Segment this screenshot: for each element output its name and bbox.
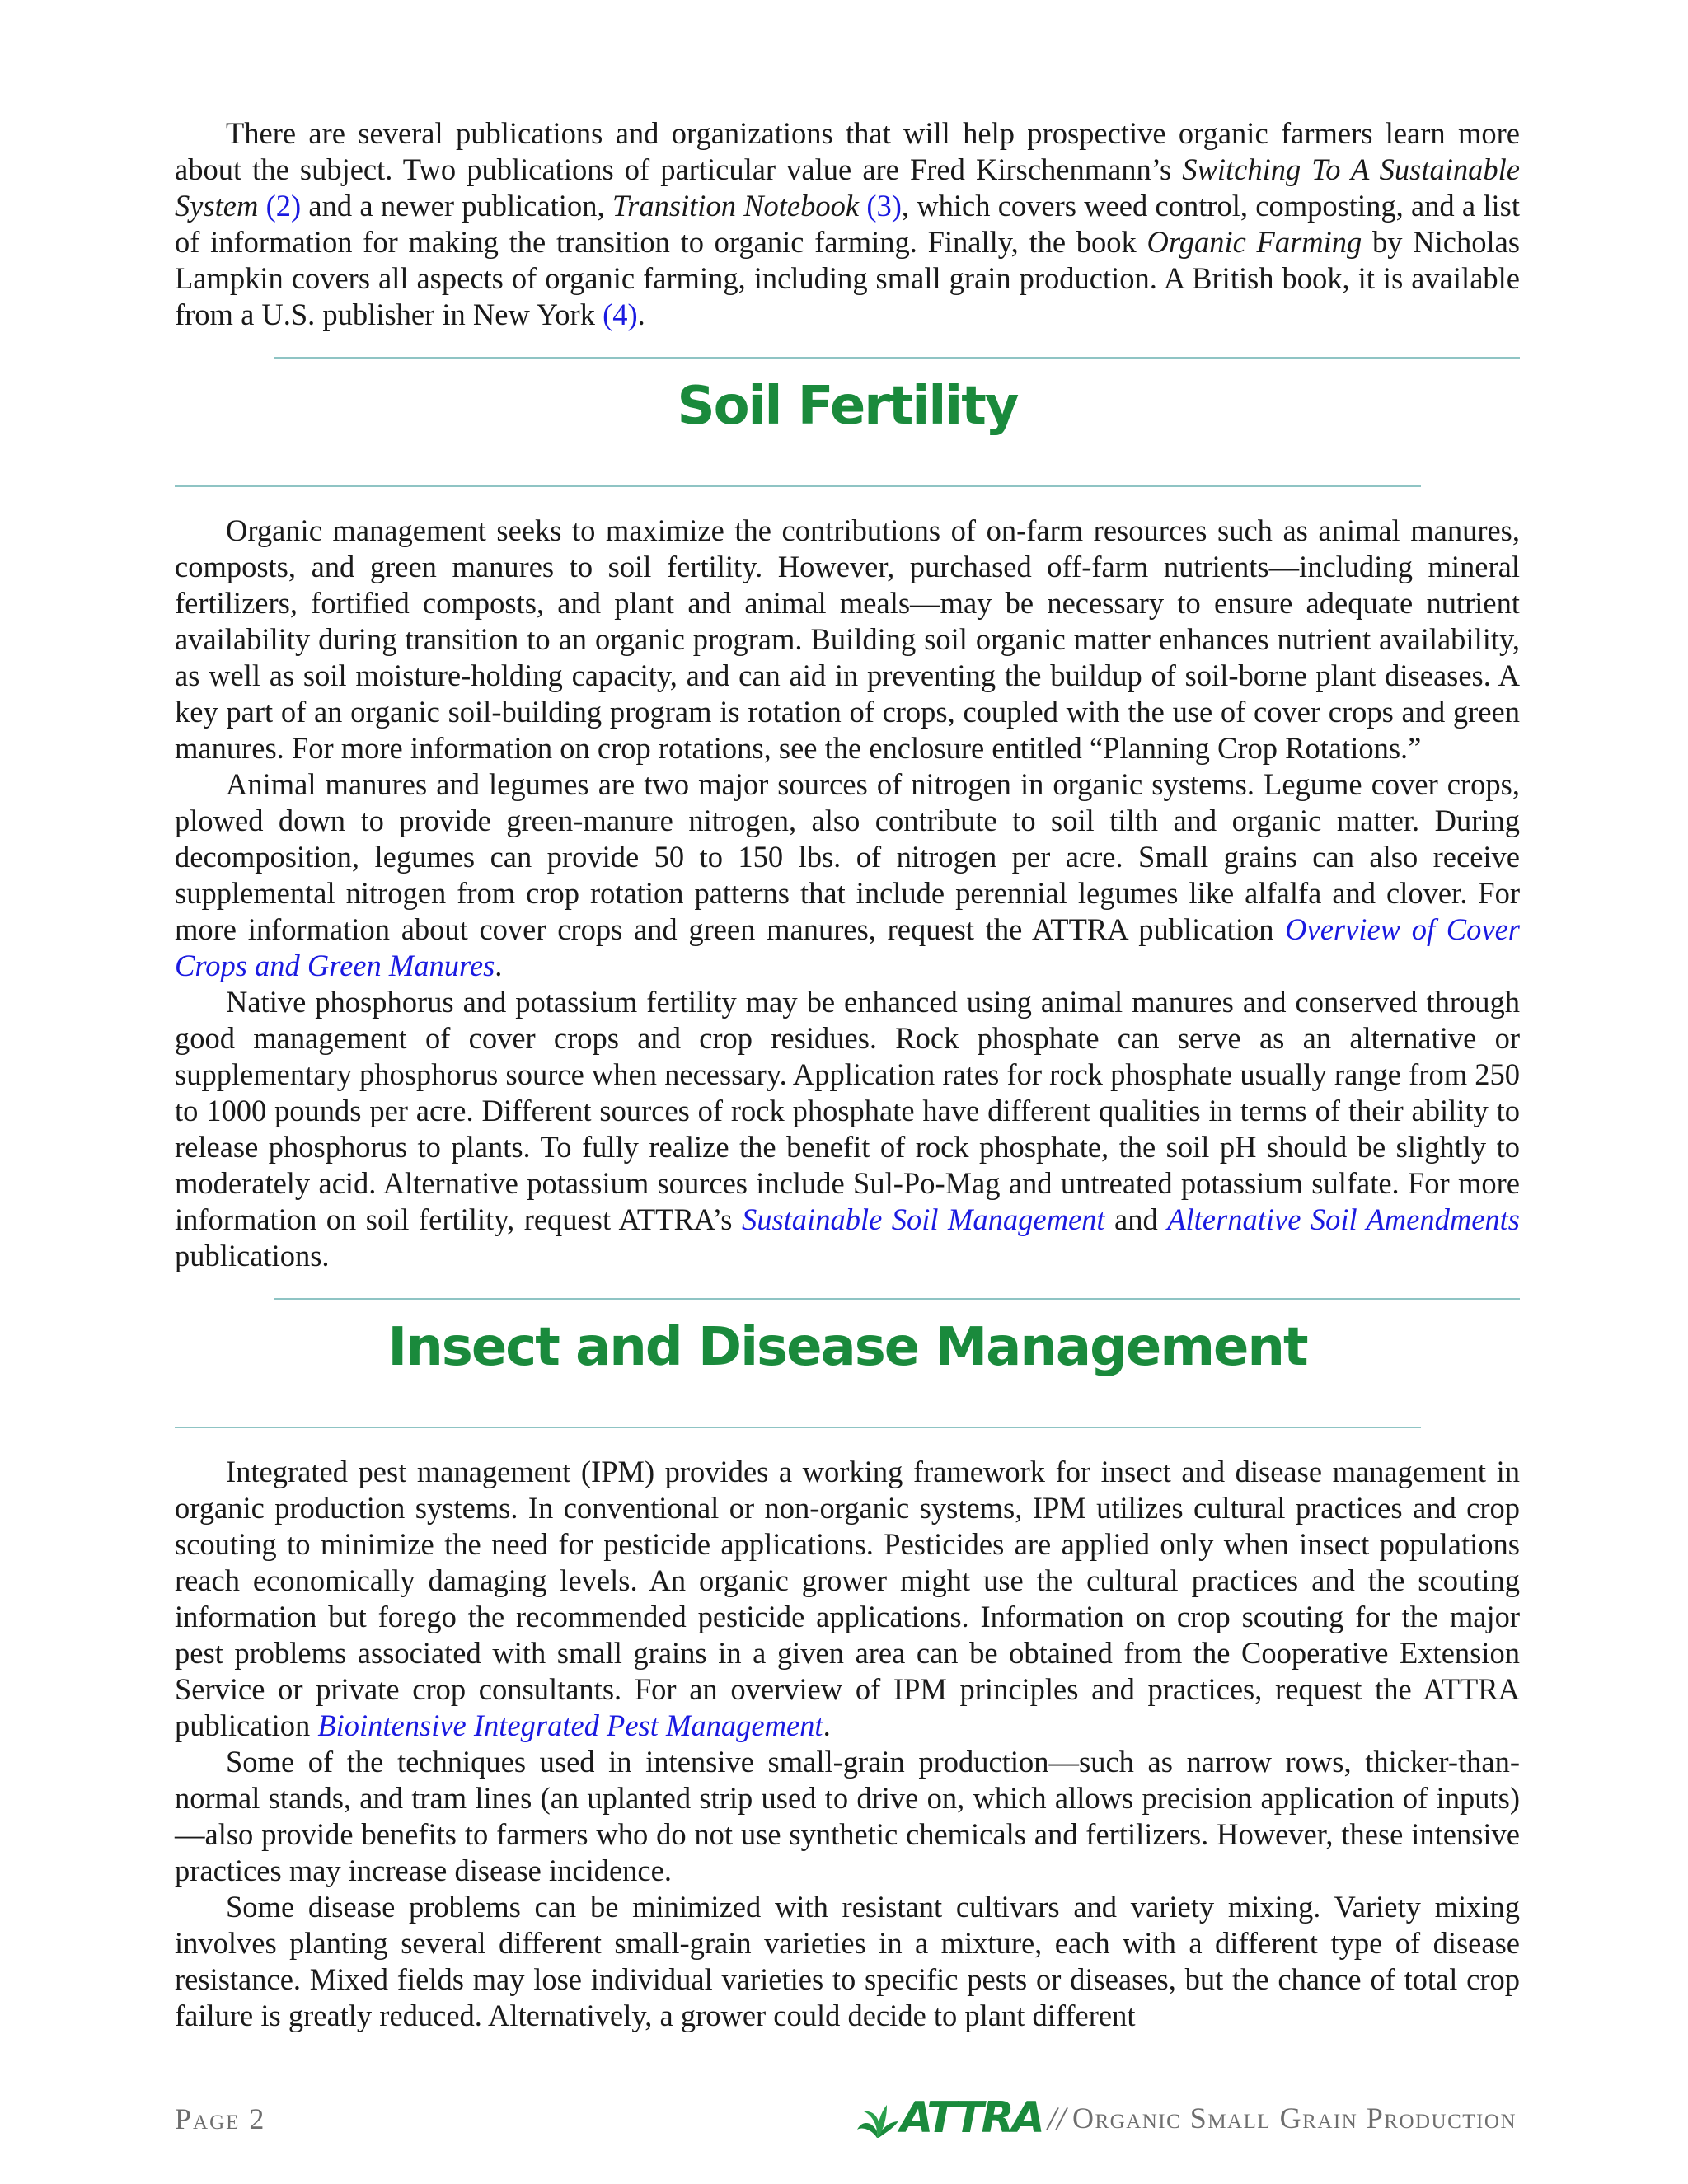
book-title: Transition Notebook [612,189,860,223]
body-paragraph: Some disease problems can be minimized with resistant cultivars and variety mixing. Variety mixing involves planting several different small-grain varieties in a mixture, each with a different type of disease resistance. Mixed fields may lose individual varieties to specific pests or diseases, but the chance of total crop failure is greatly reduced. Alternatively, a grower could decide to plant different [175,1890,1520,2032]
attra-logo [854,2093,1043,2143]
soil-fertility-heading-block [175,342,1520,504]
publication-link[interactable]: Biointensive Integrated Pest Management [317,1708,823,1742]
reference-link[interactable]: (3) [866,189,902,223]
reference-link[interactable]: (2) [265,189,302,223]
publication-link[interactable]: Sustainable Soil Management [741,1202,1105,1236]
divider-rule [175,485,1421,487]
body-paragraph: Integrated pest management (IPM) provides a working framework for insect and disease management in organic production systems. In conventional or non-organic systems, IPM utilizes cultural practices and crop scouting to minimize the need for pesticide applications. Pesticides are applied only when insect populations reach economically damaging levels. An organic grower might use the cultural practices and the scouting information but forego the recommended pesticide applications. Information on crop scouting for the major pest problems associated with small grains in a given area can be obtained from the Cooperative Extension Service or private crop consultants. For an overview of IPM principles and practices, request the ATTRA publication Biointensive Integrated Pest Management. [175,1455,1520,1742]
logo-wordmark: ATTRA [900,2093,1043,2143]
page-number: Page 2 [175,2102,266,2135]
publication-link[interactable]: Alternative Soil Amendments [1167,1202,1520,1236]
footer-branding [854,2093,1517,2143]
page-footer [175,2093,1517,2143]
intro-paragraph: There are several publications and organizations that will help prospective organic farmers learn more about the subject. Two publications of particular value are Fred Kirschenmann’s Switching To A Sustainable System (2) and a newer publication, Transition Notebook (3), which covers weed control, composting, and a list of information for making the transition to organic farming. Finally, the book Organic Farming by Nicholas Lampkin covers all aspects of organic farming, including small grain production. A British book, it is available from a U.S. publisher in New York (4). [175,116,1520,331]
separator: // [1047,2099,1066,2137]
book-title: Organic Farming [1146,225,1362,259]
page-content [175,115,1520,2034]
reference-link[interactable]: (4) [603,298,638,331]
body-paragraph: Organic management seeks to maximize the contributions of on-farm resources such as animal manures, composts, and green manures to soil fertility. However, purchased off-farm nutrients—including mineral fertilizers, fortified composts, and plant and animal meals—may be necessary to ensure adequate nutrient availability during transition to an organic program. Building soil organic matter enhances nutrient availability, as well as soil moisture-holding capacity, and can aid in preventing the buildup of soil-borne plant diseases. A key part of an organic soil-building program is rotation of crops, coupled with the use of cover crops and green manures. For more information on crop rotations, see the enclosure entitled “Planning Crop Rotations.” [175,513,1520,765]
divider-rule [175,1427,1421,1428]
divider-rule [274,1298,1520,1300]
leaf-icon [854,2097,900,2139]
section-heading: Soil Fertility [677,376,1018,437]
body-paragraph: Some of the techniques used in intensive small-grain production—such as narrow rows, thicker-than-normal stands, and tram lines (an uplanted strip used to drive on, which allows precision application of inputs)—also provide benefits to farmers who do not use synthetic chemicals and fertilizers. However, these intensive practices may increase disease incidence. [175,1745,1520,1887]
divider-rule [274,357,1520,359]
book-title: Switching To A Sustainable System [175,152,1520,223]
section-heading: Insect and Disease Management [387,1317,1307,1378]
document-title: Organic Small Grain Production [1071,2102,1517,2135]
body-paragraph: Native phosphorus and potassium fertility may be enhanced using animal manures and conserved through good management of cover crops and crop residues. Rock phosphate can serve as an alternative or supplementary phosphorus source when necessary. Application rates for rock phosphate usually range from 250 to 1000 pounds per acre. Different sources of rock phosphate have different qualities in terms of their ability to release phosphorus to plants. To fully realize the benefit of rock phosphate, the soil pH should be slightly to moderately acid. Alternative potassium sources include Sul-Po-Mag and untreated potassium sulfate. For more information on soil fertility, request ATTRA’s Sustainable Soil Management and Alternative Soil Amendments publications. [175,985,1520,1272]
publication-link[interactable]: Overview of Cover Crops and Green Manures [175,912,1520,982]
body-paragraph: Animal manures and legumes are two major sources of nitrogen in organic systems. Legume cover crops, plowed down to provide green-manure nitrogen, also contribute to soil tilth and organic matter. During decomposition, legumes can provide 50 to 150 lbs. of nitrogen per acre. Small grains can also receive supplemental nitrogen from crop rotation patterns that include perennial legumes like alfalfa and clover. For more information about cover crops and green manures, request the ATTRA publication Overview of Cover Crops and Green Manures. [175,767,1520,982]
insect-disease-heading-block [175,1283,1520,1445]
